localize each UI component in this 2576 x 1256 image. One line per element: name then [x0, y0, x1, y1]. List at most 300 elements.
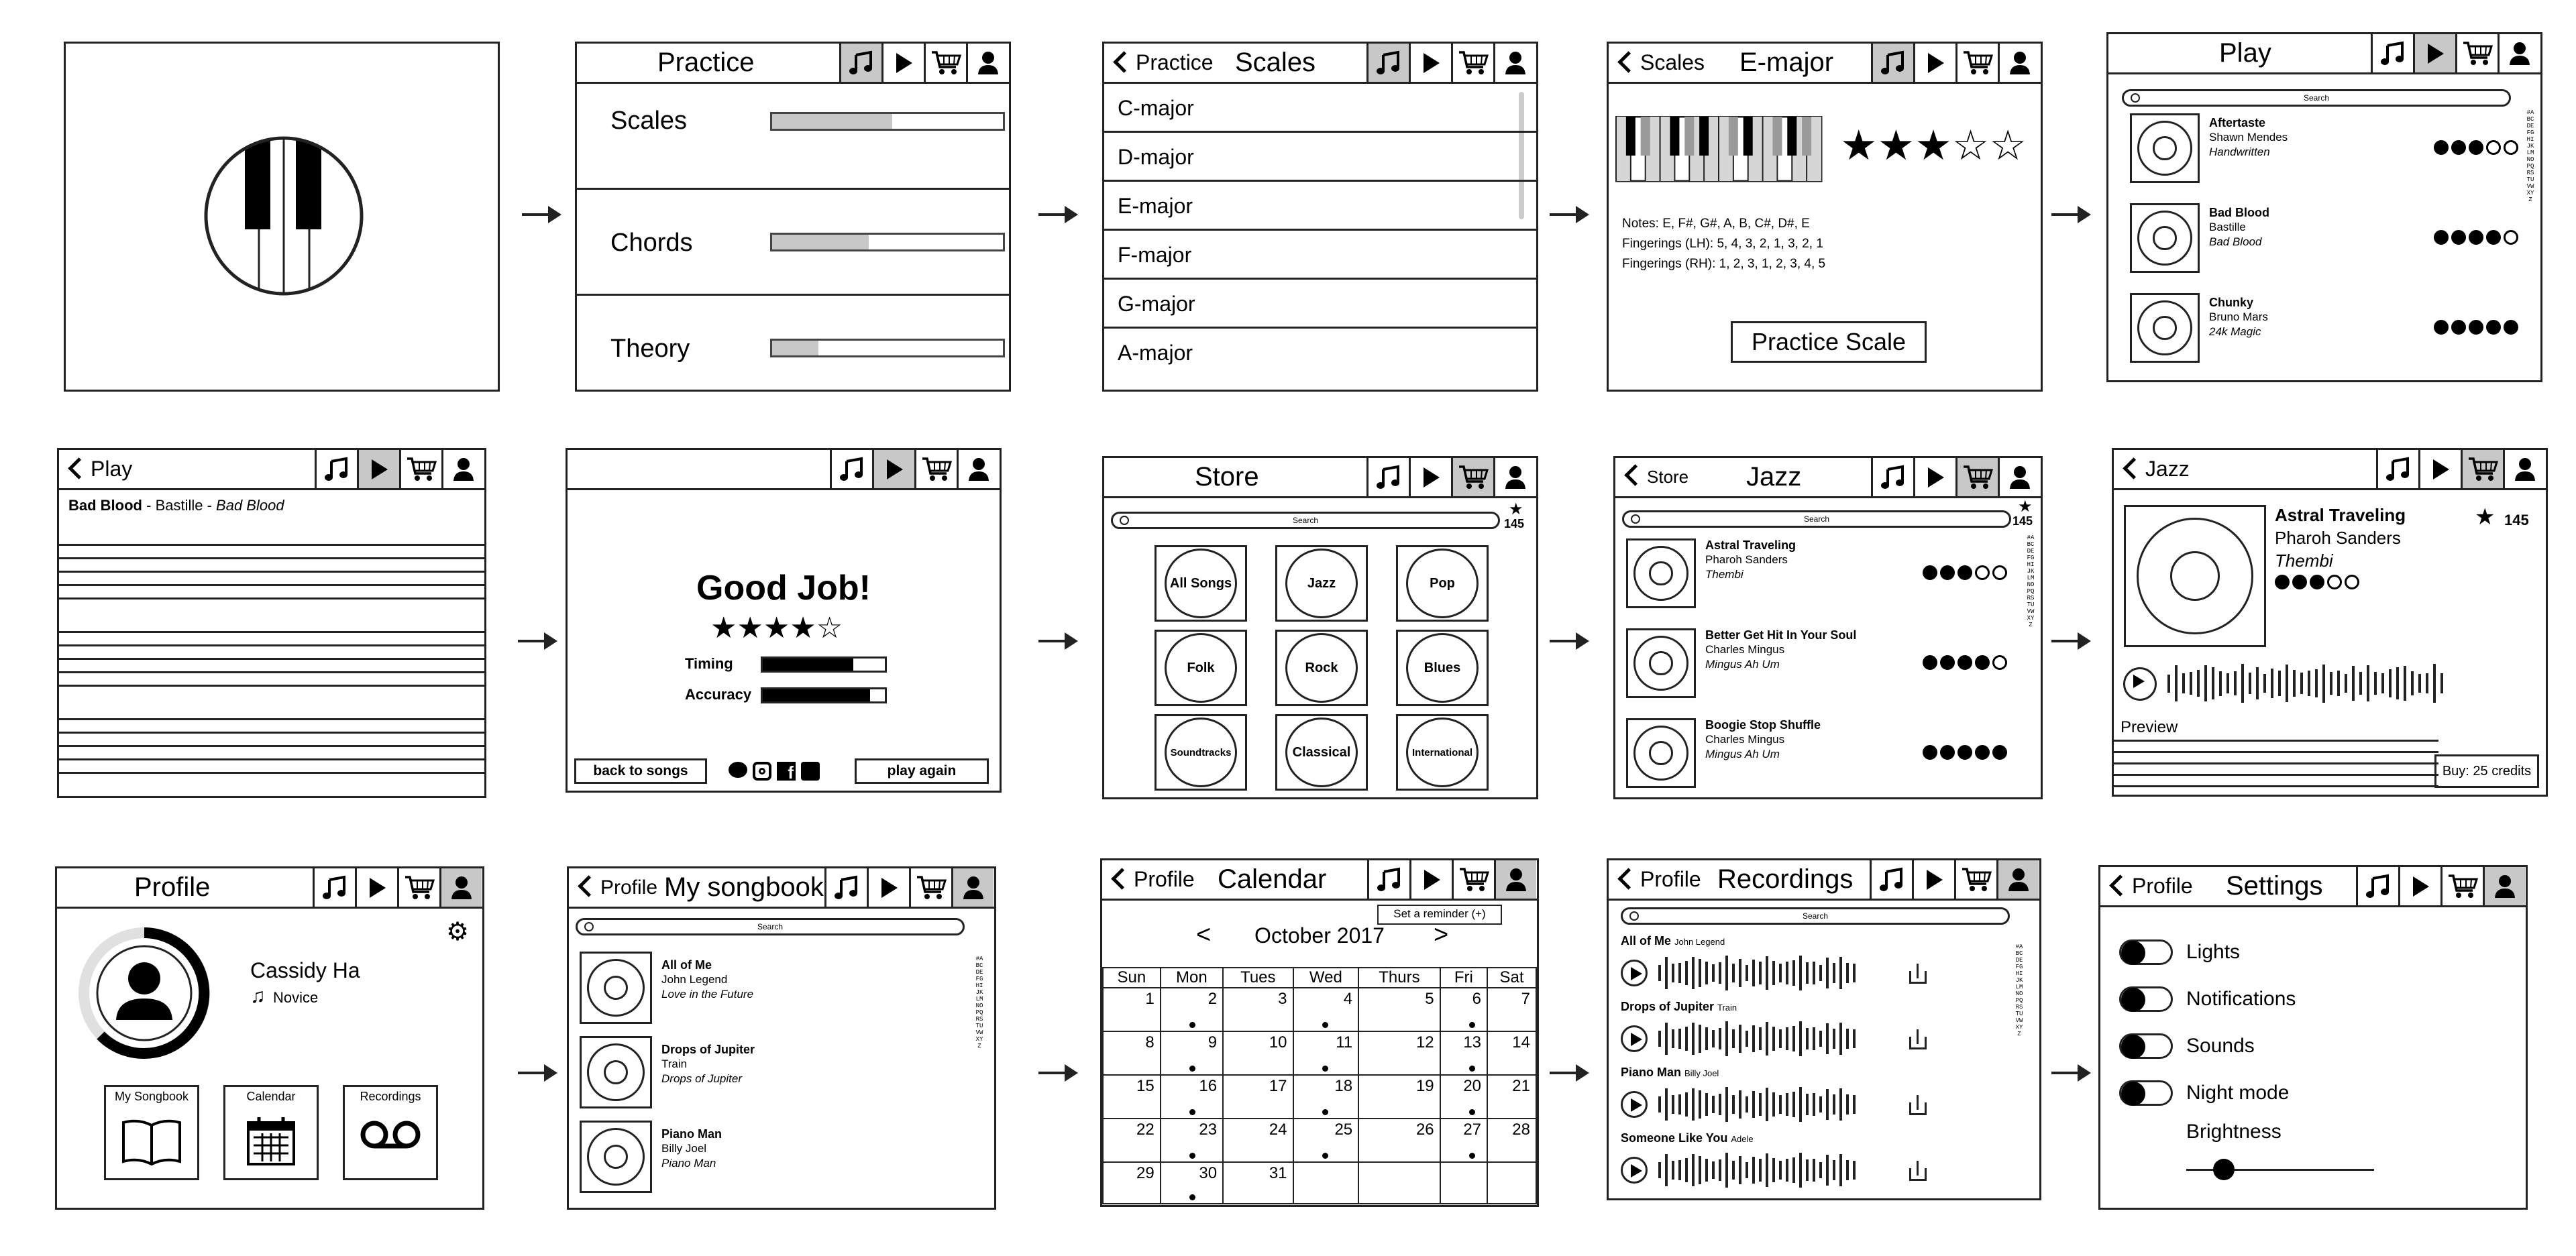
play-icon	[1421, 52, 1441, 74]
header	[569, 868, 994, 909]
calendar-day[interactable]: 11	[1293, 1031, 1359, 1075]
toggle-switch[interactable]	[2119, 986, 2173, 1012]
toggle-switch[interactable]	[2119, 1033, 2173, 1059]
calendar-day[interactable]: 24	[1223, 1119, 1293, 1162]
profile-tile-label: Recordings	[360, 1090, 421, 1103]
calendar-day[interactable]: 29	[1103, 1162, 1161, 1204]
month-label: October 2017	[1254, 923, 1385, 948]
screen-splash	[64, 42, 500, 392]
nav-practice-tab[interactable]	[1870, 860, 1912, 899]
nav-profile-tab[interactable]	[2483, 867, 2525, 905]
calendar-day[interactable]: 20	[1440, 1075, 1487, 1119]
difficulty-dot	[2504, 320, 2518, 335]
calendar-day[interactable]: 17	[1223, 1075, 1293, 1119]
waveform-bar	[2433, 664, 2436, 702]
song-artist: Bastille	[2209, 221, 2246, 233]
calendar-day[interactable]: 2	[1161, 988, 1223, 1031]
brightness-slider[interactable]	[2186, 1169, 2374, 1171]
back-button[interactable]: Practice	[1110, 44, 1214, 82]
nav-profile-tab[interactable]	[1493, 458, 1536, 496]
calendar-day[interactable]: 27	[1440, 1119, 1487, 1162]
play-again-button[interactable]: play again	[855, 758, 989, 784]
nav-play-tab[interactable]	[1409, 458, 1451, 496]
profile-tile[interactable]	[104, 1085, 199, 1180]
waveform-bar	[1826, 1155, 1829, 1186]
waveform-bar	[1746, 1162, 1748, 1178]
event-dot	[1322, 1153, 1328, 1159]
waveform-bar	[1665, 1023, 1668, 1055]
scale-item[interactable]	[1104, 84, 1536, 133]
page-title: Scales	[1235, 48, 1316, 77]
calendar-day[interactable]: 22	[1103, 1119, 1161, 1162]
waveform-bar	[2367, 665, 2369, 701]
nav-store-tab[interactable]	[1954, 860, 1996, 899]
setting-label: Notifications	[2186, 988, 2296, 1010]
category-label: Jazz	[1285, 549, 1358, 618]
difficulty-dot	[2451, 140, 2466, 155]
calendar-day[interactable]: 3	[1223, 988, 1293, 1031]
nav-profile-tab[interactable]	[439, 868, 482, 907]
filled-star-icon: ★	[710, 612, 737, 644]
search-input[interactable]: Search	[2122, 89, 2511, 107]
calendar-day[interactable]: 14	[1487, 1031, 1536, 1075]
category-tile[interactable]	[1155, 630, 1247, 706]
song-album: Thembi	[2275, 551, 2333, 571]
nav-play-tab[interactable]	[1913, 458, 1955, 496]
play-icon[interactable]	[1621, 1025, 1648, 1052]
nav-store-tab[interactable]	[1955, 458, 1998, 496]
music-icon	[833, 874, 860, 901]
profile-icon	[1504, 50, 1527, 76]
event-dot	[1469, 1066, 1475, 1072]
toggle-switch[interactable]	[2119, 1080, 2173, 1106]
nav-store-tab[interactable]	[1451, 458, 1493, 496]
calendar-day[interactable]: 5	[1358, 988, 1440, 1031]
song-album: Bad Blood	[2209, 235, 2262, 248]
filled-star-icon: ★	[763, 612, 790, 644]
nav-profile-tab[interactable]	[966, 44, 1008, 82]
header	[1615, 458, 2041, 498]
header	[1609, 860, 2039, 901]
nav-play-tab[interactable]	[1409, 44, 1451, 82]
search-input[interactable]: Search	[1111, 512, 1500, 529]
song-album: Piano Man	[661, 1157, 716, 1169]
staff-line	[59, 658, 484, 660]
recording-row[interactable]	[1609, 1066, 2039, 1126]
staff-line	[2114, 774, 2438, 776]
waveform-bar	[1732, 1095, 1735, 1115]
play-icon[interactable]	[1621, 1157, 1648, 1184]
screen-good-job	[566, 448, 1002, 793]
screen-play	[2106, 32, 2542, 382]
accuracy-label: Accuracy	[685, 686, 752, 703]
audio-waveform[interactable]	[1658, 1020, 1856, 1058]
nav-play-tab[interactable]	[1409, 860, 1452, 899]
prev-month-button[interactable]: <	[1196, 921, 1212, 949]
nav-practice-tab[interactable]	[2376, 450, 2418, 488]
calendar-day[interactable]: 4	[1293, 988, 1359, 1031]
scale-item[interactable]	[1104, 329, 1536, 378]
difficulty-dot	[1957, 655, 1972, 670]
waveform-bar	[1799, 956, 1802, 990]
difficulty-dot	[2469, 320, 2483, 335]
nav-store-tab[interactable]	[2440, 867, 2483, 905]
weekday-label: Thurs	[1358, 968, 1440, 988]
song-row[interactable]	[1615, 718, 2041, 788]
waveform-bar	[1786, 962, 1788, 984]
credits-count: 145	[2504, 512, 2529, 528]
song-row[interactable]	[1615, 538, 2041, 608]
calendar-day[interactable]: 19	[1358, 1075, 1440, 1119]
back-button[interactable]: Profile	[574, 868, 657, 907]
instagram-icon[interactable]	[753, 762, 771, 781]
nav-practice-tab[interactable]	[313, 868, 355, 907]
nav-bar	[1870, 860, 2039, 899]
waveform-bar	[2271, 669, 2273, 698]
difficulty-dot	[2310, 575, 2324, 589]
nav-store-tab[interactable]	[2461, 450, 2503, 488]
header	[2114, 450, 2546, 490]
screen-playing	[57, 448, 486, 798]
recording-row[interactable]	[1609, 1131, 2039, 1192]
difficulty-dots	[1923, 655, 2007, 670]
nav-profile-tab[interactable]	[441, 450, 484, 488]
nav-profile-tab[interactable]	[2503, 450, 2545, 488]
calendar-day[interactable]: 15	[1103, 1075, 1161, 1119]
nav-profile-tab[interactable]	[1494, 860, 1536, 899]
calendar-day[interactable]: 25	[1293, 1119, 1359, 1162]
nav-bar	[839, 44, 1009, 82]
profile-tile[interactable]	[223, 1085, 319, 1180]
scale-item[interactable]	[1104, 182, 1536, 231]
waveform-bar	[1779, 1095, 1782, 1115]
difficulty-stars	[1840, 125, 2027, 167]
slider-handle[interactable]	[2213, 1159, 2235, 1180]
progress-bar	[770, 233, 1005, 251]
nav-play-tab[interactable]	[1912, 860, 1954, 899]
profile-tile[interactable]	[343, 1085, 438, 1180]
song-title: Astral Traveling	[1705, 538, 1796, 552]
practice-row[interactable]	[577, 84, 1009, 190]
waveform-bar	[1732, 964, 1735, 983]
waveform-bar	[1665, 1088, 1668, 1121]
difficulty-dots	[2434, 320, 2518, 335]
calendar-day[interactable]: 1	[1103, 988, 1161, 1031]
music-icon	[2379, 40, 2406, 67]
back-button[interactable]: Store	[1621, 458, 1688, 496]
song-row[interactable]	[2108, 293, 2540, 363]
nav-practice-tab[interactable]	[1366, 458, 1409, 496]
song-row[interactable]	[569, 1036, 994, 1108]
share-icon[interactable]	[1909, 1029, 1927, 1049]
waveform-bar	[2330, 672, 2332, 695]
nav-profile-tab[interactable]	[1998, 458, 2040, 496]
nav-profile-tab[interactable]	[2498, 34, 2540, 72]
calendar-day[interactable]: 10	[1223, 1031, 1293, 1075]
calendar-day[interactable]: 16	[1161, 1075, 1223, 1119]
share-icon[interactable]	[1909, 1095, 1927, 1115]
screen-scales	[1102, 42, 1538, 392]
twitter-icon[interactable]	[801, 762, 820, 781]
fingering-lh-text: Fingerings (LH): 5, 4, 3, 2, 1, 3, 2, 1	[1622, 237, 1823, 251]
waveform-bar	[2426, 673, 2428, 693]
nav-profile-tab[interactable]	[1996, 860, 2039, 899]
nav-store-tab[interactable]	[1955, 44, 1998, 82]
nav-store-tab[interactable]	[399, 450, 441, 488]
waveform-bar	[1658, 1162, 1661, 1178]
search-input[interactable]: Search	[1622, 510, 2011, 528]
calendar-day	[1293, 1162, 1359, 1204]
song-title: Aftertaste	[2209, 116, 2266, 129]
audio-waveform[interactable]	[1658, 1151, 1856, 1189]
nav-practice-tab[interactable]	[2356, 867, 2398, 905]
difficulty-dot	[1923, 565, 1937, 580]
waveform-bar	[1705, 962, 1708, 984]
calendar-day[interactable]: 30	[1161, 1162, 1223, 1204]
back-button[interactable]: Profile	[1108, 860, 1195, 899]
calendar-day[interactable]: 26	[1358, 1119, 1440, 1162]
nav-practice-tab[interactable]	[2371, 34, 2413, 72]
waveform-bar	[1672, 1161, 1674, 1179]
waveform-bar	[1705, 1159, 1708, 1181]
calendar-day[interactable]: 13	[1440, 1031, 1487, 1075]
waveform-bar	[1725, 1021, 1728, 1056]
song-row[interactable]	[1615, 628, 2041, 698]
filled-star-icon: ★	[737, 612, 763, 644]
waveform-bar	[2249, 673, 2251, 694]
difficulty-dot	[1923, 745, 1937, 760]
waveform-bar	[2440, 673, 2443, 693]
next-month-button[interactable]: >	[1434, 921, 1449, 949]
scale-item[interactable]	[1104, 231, 1536, 280]
nav-store-tab[interactable]	[924, 44, 966, 82]
gear-icon[interactable]: ⚙	[446, 918, 470, 946]
nav-practice-tab[interactable]	[1871, 44, 1913, 82]
nav-practice-tab[interactable]	[1367, 860, 1409, 899]
screen-calendar	[1100, 858, 1539, 1207]
good-job-heading: Good Job!	[696, 569, 871, 608]
cart-icon	[1458, 866, 1489, 893]
nav-practice-tab[interactable]	[315, 450, 357, 488]
category-tile[interactable]	[1155, 714, 1247, 791]
page-title: Settings	[2226, 871, 2323, 901]
waveform-bar	[2345, 674, 2347, 692]
category-tile[interactable]	[1396, 545, 1489, 622]
alphabet-index[interactable]: #ABCDEFGHIJKLMNOPQRSTUVWXYZ	[2526, 109, 2534, 203]
category-tile[interactable]	[1396, 630, 1489, 706]
nav-play-tab[interactable]	[2413, 34, 2455, 72]
back-button[interactable]: Profile	[1614, 860, 1701, 899]
nav-practice-tab[interactable]	[824, 868, 867, 907]
waveform-bar	[1699, 1025, 1701, 1053]
album-cover	[580, 1121, 652, 1193]
back-button[interactable]: Play	[64, 450, 132, 488]
nav-play-tab[interactable]	[1913, 44, 1955, 82]
nav-play-tab[interactable]	[872, 450, 914, 488]
staff-line	[59, 732, 484, 734]
difficulty-dot	[1975, 745, 1990, 760]
waveform-bar	[1779, 964, 1782, 983]
back-button[interactable]: Profile	[2106, 867, 2193, 905]
setting-row	[2119, 986, 2455, 1013]
cart-icon	[1962, 464, 1993, 491]
nav-profile-tab[interactable]	[1998, 44, 2040, 82]
staff-line	[59, 557, 484, 559]
nav-play-tab[interactable]	[867, 868, 909, 907]
nav-store-tab[interactable]	[914, 450, 957, 488]
back-button[interactable]: Jazz	[2119, 450, 2190, 488]
filled-star-icon: ★	[1840, 123, 1878, 169]
waveform-bar	[1766, 1153, 1768, 1187]
music-icon	[1878, 866, 1905, 893]
search-input[interactable]: Search	[1621, 907, 2010, 925]
audio-waveform[interactable]	[1658, 954, 1856, 992]
music-icon	[1880, 464, 1907, 491]
waveform-bar	[1799, 1021, 1802, 1055]
alphabet-index[interactable]: #ABCDEFGHIJKLMNOPQRSTUVWXYZ	[975, 956, 983, 1049]
set-reminder-button[interactable]: Set a reminder (+)	[1377, 905, 1502, 925]
cart-icon	[916, 874, 947, 901]
category-tile[interactable]	[1396, 714, 1489, 791]
song-row[interactable]	[569, 1121, 994, 1193]
calendar-day[interactable]: 21	[1487, 1075, 1536, 1119]
nav-profile-tab[interactable]	[1493, 44, 1536, 82]
calendar-day[interactable]: 12	[1358, 1031, 1440, 1075]
brightness-label: Brightness	[2186, 1121, 2282, 1143]
cart-icon	[921, 456, 952, 483]
waveform-bar	[1678, 1094, 1681, 1115]
play-icon	[894, 52, 914, 74]
flow-arrow	[1038, 1072, 1075, 1074]
back-to-songs-button[interactable]: back to songs	[574, 758, 707, 784]
practice-row-label: Scales	[610, 107, 688, 135]
waveform-bar	[2352, 666, 2355, 701]
nav-play-tab[interactable]	[2398, 867, 2440, 905]
nav-profile-tab[interactable]	[957, 450, 999, 488]
nav-profile-tab[interactable]	[951, 868, 994, 907]
waveform-bar	[1779, 1029, 1782, 1049]
staff-line	[59, 544, 484, 546]
share-icon[interactable]	[1909, 964, 1927, 984]
waveform-bar	[1699, 1156, 1701, 1185]
notes-text: Notes: E, F#, G#, A, B, C#, D#, E	[1622, 217, 1810, 231]
nav-practice-tab[interactable]	[1871, 458, 1913, 496]
waveform-bar	[1739, 1025, 1741, 1053]
calendar-day[interactable]: 28	[1487, 1119, 1536, 1162]
category-tile[interactable]	[1155, 545, 1247, 622]
nav-store-tab[interactable]	[2455, 34, 2498, 72]
nav-store-tab[interactable]	[1451, 44, 1493, 82]
event-dot	[1189, 1153, 1195, 1159]
audio-waveform[interactable]	[1658, 1086, 1856, 1123]
nav-play-tab[interactable]	[881, 44, 924, 82]
waveform-bar	[2197, 670, 2200, 696]
recording-row[interactable]	[1609, 934, 2039, 994]
music-icon	[848, 50, 875, 76]
difficulty-dot	[2486, 320, 2501, 335]
waveform-bar	[2190, 672, 2192, 695]
credits-count: 145	[1504, 517, 1525, 530]
practice-row[interactable]	[577, 296, 1009, 392]
practice-row-label: Theory	[610, 335, 690, 363]
category-tile[interactable]	[1275, 630, 1368, 706]
event-dot	[1322, 1109, 1328, 1115]
calendar-day[interactable]: 9	[1161, 1031, 1223, 1075]
audio-waveform[interactable]	[2167, 662, 2443, 705]
empty-star-icon: ☆	[1989, 123, 2027, 169]
song-album: Bad Blood	[216, 497, 284, 514]
back-button[interactable]: Scales	[1614, 44, 1705, 82]
song-row[interactable]	[2108, 203, 2540, 273]
buy-button[interactable]: Buy: 25 credits	[2434, 754, 2539, 788]
calendar-day[interactable]: 31	[1223, 1162, 1293, 1204]
alphabet-index[interactable]: #ABCDEFGHIJKLMNOPQRSTUVWXYZ	[2015, 944, 2023, 1037]
toggle-switch[interactable]	[2119, 939, 2173, 965]
nav-practice-tab[interactable]	[1366, 44, 1409, 82]
music-note-icon: ♫	[250, 985, 266, 1007]
waveform-bar	[1826, 1089, 1829, 1121]
waveform-bar	[1792, 1157, 1795, 1183]
facebook-icon[interactable]: f	[777, 762, 796, 781]
difficulty-dot	[1975, 565, 1990, 580]
calendar-day[interactable]: 6	[1440, 988, 1487, 1031]
nav-play-tab[interactable]	[2418, 450, 2461, 488]
preview-label: Preview	[2121, 718, 2178, 736]
screen-recordings	[1607, 858, 2041, 1200]
waveform-bar	[1678, 1160, 1681, 1181]
calendar-day[interactable]: 23	[1161, 1119, 1223, 1162]
recording-label	[1621, 1000, 1737, 1014]
calendar-day[interactable]: 8	[1103, 1031, 1161, 1075]
recording-row[interactable]	[1609, 1000, 2039, 1060]
waveform-bar	[2286, 665, 2288, 702]
practice-scale-button[interactable]: Practice Scale	[1731, 321, 1927, 363]
calendar-grid	[1102, 967, 1537, 1204]
nav-practice-tab[interactable]	[830, 450, 872, 488]
calendar-week	[1103, 988, 1536, 1031]
waveform-bar	[1833, 963, 1835, 984]
filled-star-icon: ★	[1915, 123, 1952, 169]
nav-play-tab[interactable]	[357, 450, 399, 488]
message-icon[interactable]	[729, 762, 747, 778]
play-icon[interactable]	[1621, 1091, 1648, 1118]
waveform-bar	[1853, 1095, 1856, 1113]
practice-row[interactable]	[577, 190, 1009, 296]
nav-practice-tab[interactable]	[839, 44, 881, 82]
song-row[interactable]	[2108, 113, 2540, 183]
nav-store-tab[interactable]	[1452, 860, 1494, 899]
play-icon[interactable]	[2123, 667, 2157, 701]
calendar-day[interactable]: 7	[1487, 988, 1536, 1031]
search-input[interactable]: Search	[576, 918, 965, 935]
waveform-bar	[1839, 957, 1842, 990]
play-icon[interactable]	[1621, 960, 1648, 986]
scale-item[interactable]	[1104, 280, 1536, 329]
scale-item[interactable]	[1104, 133, 1536, 182]
nav-store-tab[interactable]	[909, 868, 951, 907]
play-icon	[369, 458, 389, 481]
alphabet-index[interactable]: #ABCDEFGHIJKLMNOPQRSTUVWXYZ	[2027, 534, 2035, 628]
nav-play-tab[interactable]	[355, 868, 397, 907]
song-row[interactable]	[569, 952, 994, 1024]
share-icon[interactable]	[1909, 1161, 1927, 1181]
category-tile[interactable]	[1275, 714, 1368, 791]
category-tile[interactable]	[1275, 545, 1368, 622]
calendar-week	[1103, 1119, 1536, 1162]
nav-store-tab[interactable]	[397, 868, 439, 907]
calendar-day[interactable]: 18	[1293, 1075, 1359, 1119]
profile-icon	[2008, 50, 2031, 76]
